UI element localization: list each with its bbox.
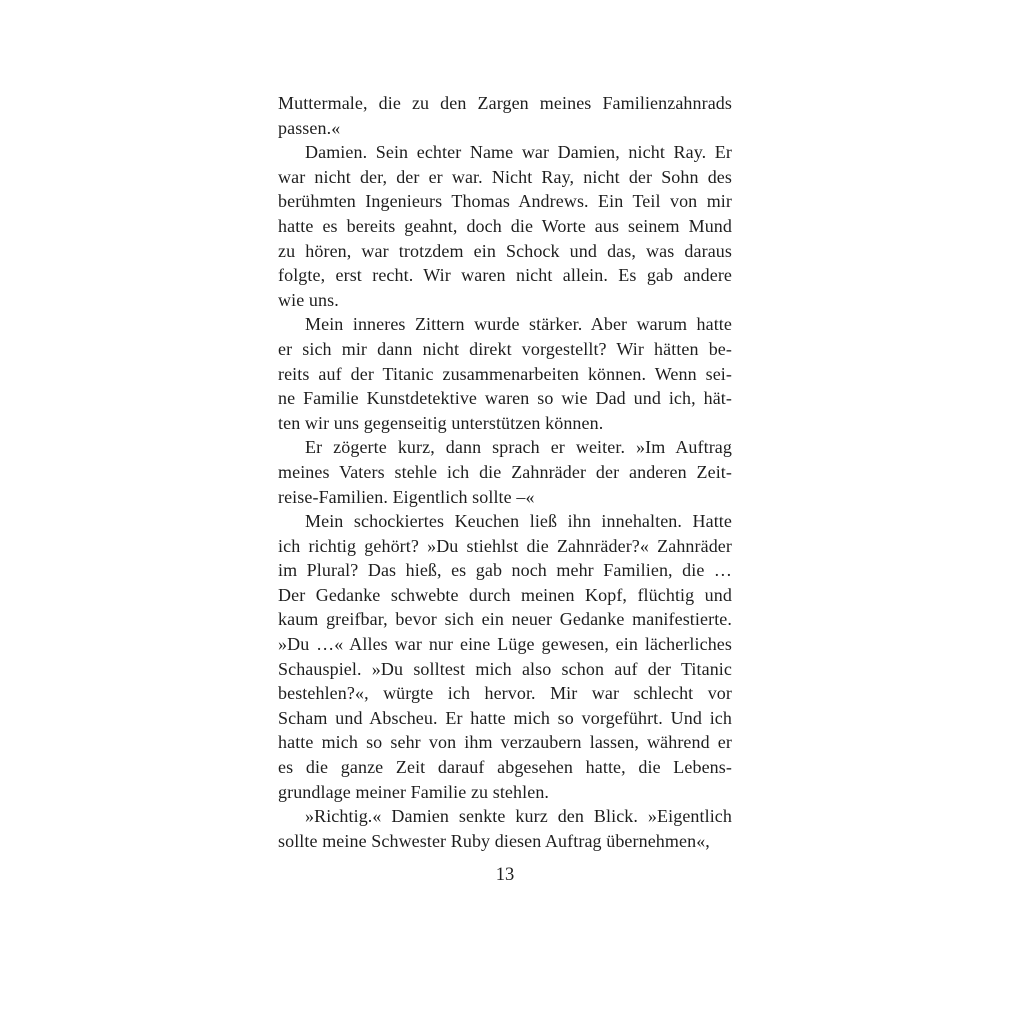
text-line: kaum greifbar, bevor sich ein neuer Gedanke manifestierte. [278,609,732,630]
paragraph [278,140,732,312]
text-line: reise-Familien. Eigentlich sollte –« [278,486,535,507]
text-line: Scham und Abscheu. Er hatte mich so vorgeführt. Und ich [278,707,732,728]
text-line: grundlage meiner Familie zu stehlen. [278,781,550,802]
text-line: Mein inneres Zittern wurde stärker. Aber warum hatte [305,314,732,335]
text-line: Schauspiel. »Du solltest mich also schon auf der Titanic [278,658,732,679]
page-number: 13 [495,865,515,885]
text-line: hatte es bereits geahnt, doch die Worte aus seinem Mund [278,215,732,236]
text-line: passen.« [278,117,341,138]
paragraph [278,91,732,140]
text-line: zu hören, war trotzdem ein Schock und das, was daraus [278,240,732,261]
text-line: Der Gedanke schwebte durch meinen Kopf, flüchtig und [278,584,732,605]
text-line: berühmten Ingenieurs Thomas Andrews. Ein Teil von mir [278,191,732,212]
text-line: ich richtig gehört? »Du stiehlst die Zahnräder?« Zahnräder [278,535,732,556]
text-line: im Plural? Das hieß, es gab noch mehr Familien, die … [278,560,732,581]
text-line: »Richtig.« Damien senkte kurz den Blick. »Eigentlich [305,806,732,827]
text-line: »Du …« Alles war nur eine Lüge gewesen, ein lächerliches [278,634,732,655]
text-line: Er zögerte kurz, dann sprach er weiter. »Im Auftrag [305,437,732,458]
text-line: er sich mir dann nicht direkt vorgestellt? Wir hätten be- [278,338,732,359]
text-line: war nicht der, der er war. Nicht Ray, nicht der Sohn des [278,166,732,187]
paragraph [278,312,732,435]
text-line: Muttermale, die zu den Zargen meines Familienzahnrads [278,93,732,113]
text-line: folgte, erst recht. Wir waren nicht allein. Es gab andere [278,265,732,286]
text-line: meines Vaters stehle ich die Zahnräder der anderen Zeit- [278,461,732,482]
text-line: sollte meine Schwester Ruby diesen Auftrag übernehmen«, [278,830,710,851]
text-line: Damien. Sein echter Name war Damien, nicht Ray. Er [305,142,732,163]
text-line: reits auf der Titanic zusammenarbeiten können. Wenn sei- [278,363,732,384]
text-line: ten wir uns gegenseitig unterstützen können. [278,412,604,433]
text-line: Mein schockiertes Keuchen ließ ihn innehalten. Hatte [305,511,732,532]
text-line: ne Familie Kunstdetektive waren so wie Dad und ich, hät- [278,388,732,409]
page-text [278,91,732,853]
text-line: hatte mich so sehr von ihm verzaubern lassen, während er [278,732,732,753]
paragraph [278,435,732,509]
text-line: es die ganze Zeit darauf abgesehen hatte, die Lebens- [278,757,732,778]
text-line: bestehlen?«, würgte ich hervor. Mir war schlecht vor [278,683,732,704]
paragraph [278,509,732,804]
paragraph [278,804,732,853]
text-line: wie uns. [278,289,339,310]
